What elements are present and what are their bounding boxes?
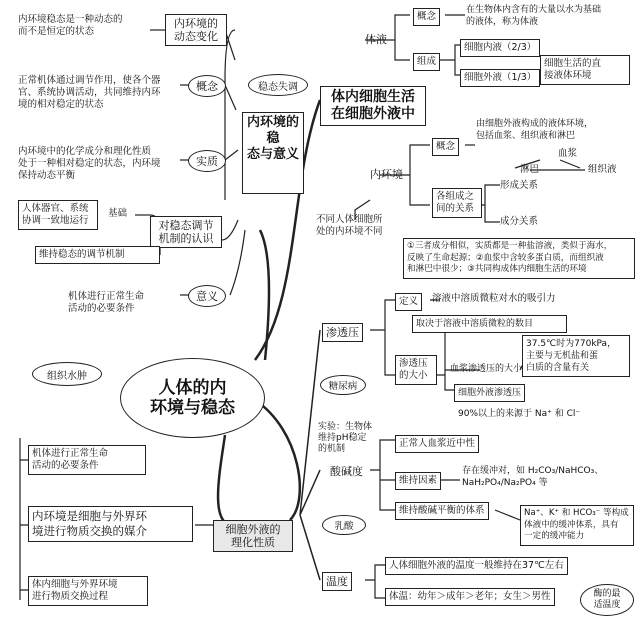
lymph-label: 淋巴 (520, 164, 540, 175)
stable-title: 内环境的稳 态与意义 (242, 112, 304, 194)
stable-essence-text: 内环境中的化学成分和理化性质 处于一种相对稳定的状态，内环境 保持动态平衡 (18, 146, 161, 181)
form-relation-label: 形成关系 (500, 180, 539, 191)
ingredient-text: ①三者成分相似，实质都是一种盐溶液，类似于海水， 反映了生命起源；②血浆中含较多蛋白质，而组织液 和淋巴中很少；③共同构成体内细胞生活的环境 (403, 238, 635, 279)
temp-label: 温度 (322, 572, 352, 591)
lactic-tag: 乳酸 (322, 515, 366, 535)
ph-normal-text: 正常人血浆近中性 (395, 435, 479, 453)
tissue-label: 组织液 (588, 164, 617, 175)
diff-env-text: 不同人体细胞所 处的内环境不同 (316, 214, 383, 237)
fluid-concept-label: 概念 (413, 8, 440, 26)
plasma-osmotic-label: 血浆渗透压的大小 (450, 364, 523, 374)
exchange-a: 机体进行正常生命 活动的必要条件 (28, 445, 146, 475)
stable-def-label: 内环境的 动态变化 (165, 14, 227, 46)
na-cl-text: 90%以上的来源于 Na⁺ 和 Cl⁻ (458, 409, 581, 419)
ph-balance-label: 维持酸碱平衡的体系 (395, 502, 489, 520)
icf-label: 细胞内液（2/3） (460, 39, 540, 57)
osmotic-label: 渗透压 (322, 323, 363, 342)
temp-order-text: 体温：幼年＞成年＞老年；女生＞男性 (385, 588, 555, 606)
parts-relation-label: 各组成之 间的关系 (432, 188, 482, 218)
stable-meaning-label: 意义 (188, 285, 226, 307)
ions-text: Na⁺、K⁺ 和 HCO₃⁻ 等构成 体液中的缓冲体系，具有 一定的缓冲能力 (520, 505, 634, 546)
osmotic-size-text: 取决于溶液中溶质微粒的数目 (412, 315, 567, 333)
ph-label: 酸碱度 (330, 465, 363, 478)
ecf-label: 细胞外液（1/3） (460, 69, 540, 87)
stable-meaning-text: 机体进行正常生命 活动的必要条件 (68, 291, 145, 314)
tag-imbalance: 稳态失调 (248, 74, 308, 96)
buffer-text: 存在缓冲对，如 H₂CO₃/NaHCO₃、 NaH₂PO₄/Na₂PO₄ 等 (462, 466, 604, 488)
cell-osmotic-label: 细胞外液渗透压 (454, 384, 525, 402)
stable-basis-label: 基础 (108, 208, 128, 219)
osmotic-size-label: 渗透压 的大小 (395, 355, 437, 385)
stable-concept-text: 正常机体通过调节作用，使各个器 官、系统协调活动，共同维持内环 境的相对稳定的状态 (18, 75, 161, 110)
exchange-b: 内环境是细胞与外界环 境进行物质交换的媒介 (28, 506, 193, 542)
tag-edema: 组织水肿 (32, 362, 102, 386)
exchange-c: 体内细胞与外界环境 进行物质交换过程 (28, 576, 148, 606)
env-concept-text: 由细胞外液构成的液体环境， 包括血浆、组织液和淋巴 (476, 119, 594, 141)
stable-mechanism-label: 对稳态调节 机制的认识 (150, 216, 222, 248)
ph-experiment-text: 实验：生物体 维持pH稳定 的机制 (318, 422, 373, 454)
osmotic-def-text: 溶液中溶质微粒对水的吸引力 (432, 293, 556, 304)
enzyme-tag: 酶的最 适温度 (580, 584, 634, 616)
stable-mechanism-text: 维持稳态的调节机制 (35, 246, 160, 264)
stable-def-text: 内环境稳态是一种动态的 而不是恒定的状态 (18, 14, 123, 37)
diabetes-tag: 糖尿病 (320, 375, 366, 395)
osmotic-def-label: 定义 (395, 293, 422, 311)
fluid-concept-text: 在生物体内含有的大量以水为基础 的液体，称为体液 (466, 5, 602, 27)
stable-concept-label: 概念 (188, 75, 226, 97)
stable-essence-label: 实质 (188, 150, 226, 172)
stable-basis-text: 人体器官、系统 协调一致地运行 (18, 200, 98, 230)
ph-factor-label: 维持因素 (395, 472, 441, 490)
ecf-note: 细胞生活的直 接液体环境 (540, 55, 630, 85)
physchem-title: 细胞外液的 理化性质 (213, 520, 293, 552)
internal-env-label: 内环境 (370, 168, 403, 181)
body-fluid-label: 体液 (365, 33, 387, 46)
internal-title: 体内细胞生活 在细胞外液中 (320, 86, 426, 126)
center-topic: 人体的内 环境与稳态 (120, 358, 265, 438)
kpa-text: 37.5℃时为770kPa， 主要与无机盐和蛋 白质的含量有关 (522, 335, 630, 377)
ingredient-relation-label: 成分关系 (500, 216, 539, 227)
plasma-label: 血浆 (558, 148, 578, 159)
temp-text: 人体细胞外液的温度一般维持在37℃左右 (385, 557, 568, 575)
composition-label: 组成 (413, 53, 440, 71)
env-concept-label: 概念 (432, 138, 459, 156)
